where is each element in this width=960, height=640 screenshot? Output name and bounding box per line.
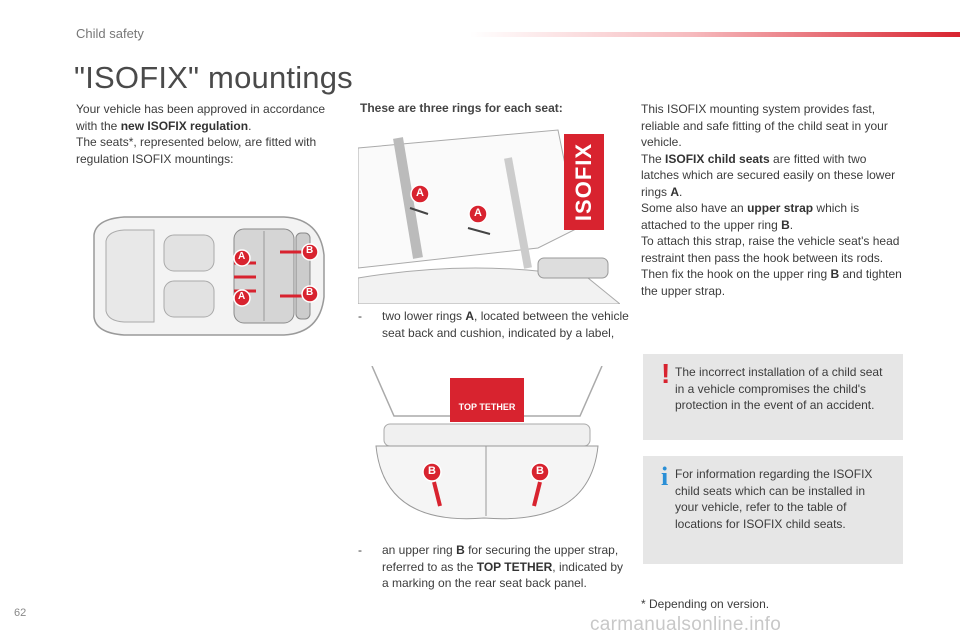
section-label: Child safety [76,26,144,41]
bullet-dash: - [358,309,362,323]
label-b: B [536,465,544,477]
label-b: B [306,245,314,256]
label-a: A [416,187,424,199]
desc-t2d: A [670,184,680,199]
desc-t2a: The [641,151,666,166]
bullet-text [382,542,632,592]
lower-rings-illustration [358,128,620,304]
warning-icon: ! [661,358,671,389]
isofix-tag [564,134,604,230]
top-tether-illustration [364,366,610,526]
intro-line2: The seats*, represented below, are fitted with regulation ISOFIX mountings: [76,135,317,166]
label-b: B [428,465,436,477]
description-text [641,101,903,299]
bullet-lower-rings [358,308,628,358]
desc-t1: This ISOFIX mounting system provides fast, reliable and safe fitting of the child seat in your vehicle. [641,102,888,149]
intro-text [76,101,346,167]
page-title: "ISOFIX" mountings [74,60,353,95]
desc-t4b: B [830,267,840,281]
bullet-dash: - [358,543,362,557]
bullet-text [382,308,632,341]
desc-t3a: Some also have an [641,201,748,215]
car-top-view-diagram [84,205,330,345]
intro-line1-end: . [248,118,252,133]
bullet-upper-ring [358,542,628,608]
bullet1-bold: A [465,309,475,323]
info-note [643,456,903,564]
intro-line1: Your vehicle has been approved in accordance with the [76,102,326,133]
desc-t3e: . [789,217,794,232]
warning-text: The incorrect installation of a child seat in a vehicle compromises the child's protection in the event of an accident. [675,365,883,412]
intro-bold: new ISOFIX regulation [120,118,249,133]
bullet2-post: , indicated by a marking on the rear seat back panel. [382,559,624,590]
desc-t3d: B [781,217,790,232]
label-a: A [238,251,246,262]
label-a: A [238,291,246,302]
watermark: carmanualsonline.info [590,614,782,635]
info-icon: i [661,462,669,491]
desc-t3c: which is attached to the upper ring [641,201,860,232]
bullet1-pre: two lower rings [382,309,466,323]
bullet2-mid: for securing the upper strap, referred to as the [382,543,619,574]
top-tether-tag: TOP TETHER [458,402,516,412]
label-b: B [306,287,314,298]
bullet1-post: , located between the vehicle seat back and cushion, indicated by a label, [382,309,629,340]
desc-t4a: To attach this strap, raise the vehicle seat's head restraint then pass the hook between its rods. Then fix the hook on the upper ring [641,234,900,281]
desc-t2e: . [679,184,683,199]
label-a: A [474,207,482,219]
isofix-tag-text: ISOFIX [571,142,596,222]
warning-note [643,354,903,440]
footnote: * Depending on version. [641,597,770,611]
bullet2-bold2: TOP TETHER [476,559,553,574]
bullet2-pre: an upper ring [382,543,457,557]
info-text: For information regarding the ISOFIX child seats which can be installed in your vehicle, refer to the table of locations for ISOFIX child seats. [675,467,873,531]
desc-t2c: are fitted with two latches which are secured easily on these lower rings [641,151,896,199]
bullet2-bold: B [456,543,465,557]
desc-t2b: ISOFIX child seats [665,151,770,166]
page-number: 62 [14,607,27,619]
rings-heading: These are three rings for each seat: [360,101,563,115]
desc-t3b: upper strap [747,201,814,215]
desc-t4c: and tighten the upper strap. [641,267,902,298]
header-bar [470,32,960,37]
